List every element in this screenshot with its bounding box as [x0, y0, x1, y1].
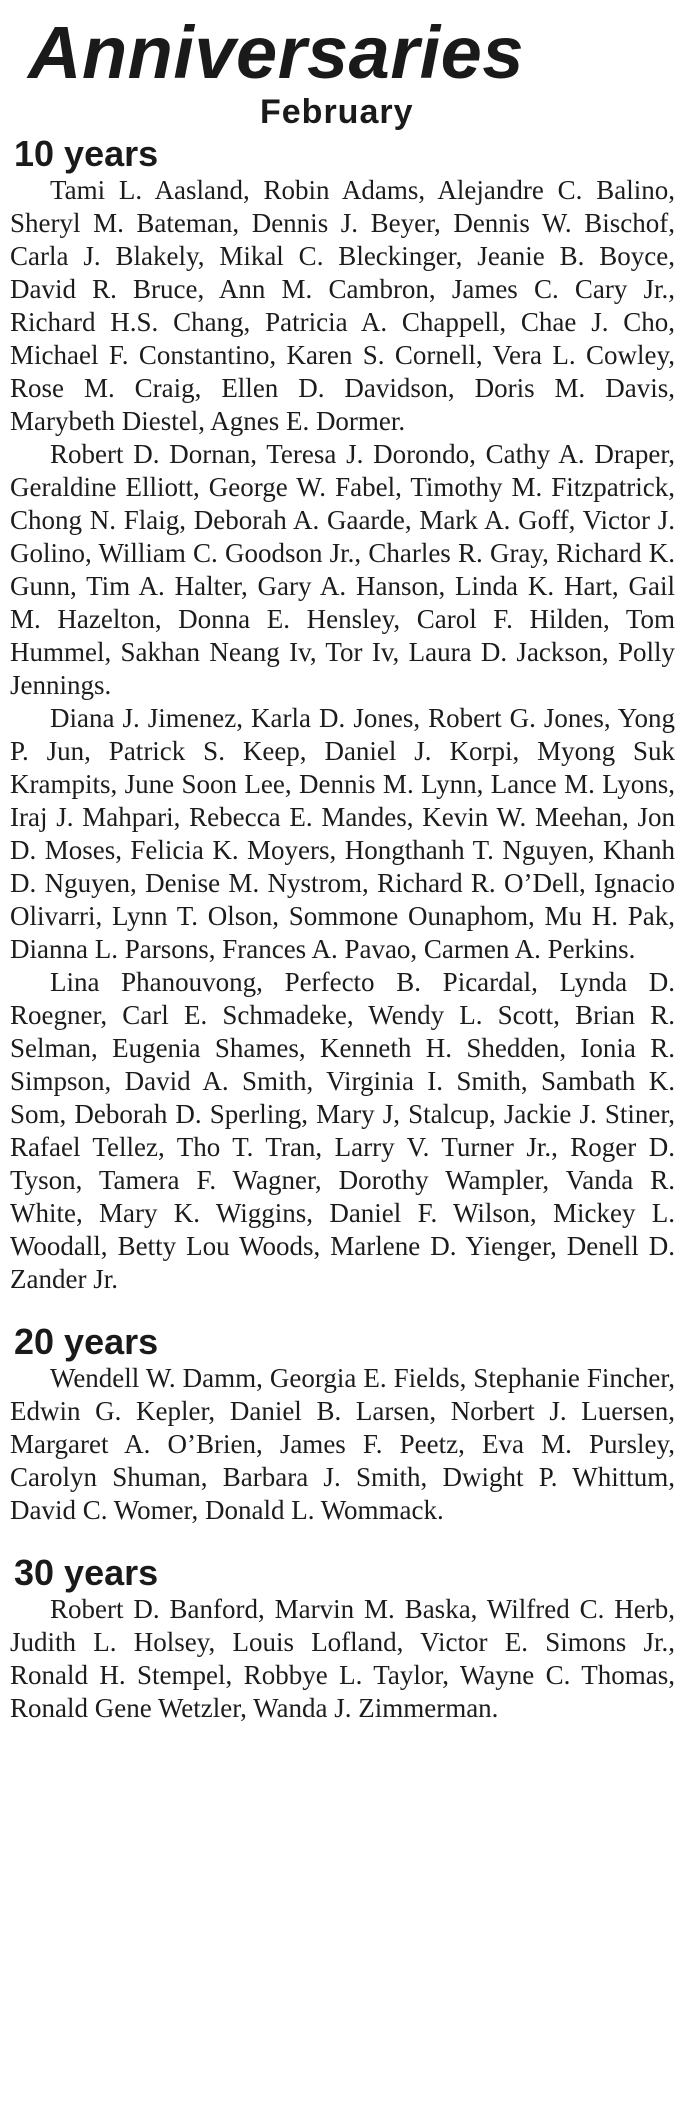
- page-title: Anniversaries: [28, 11, 524, 94]
- names-paragraph: Tami L. Aasland, Robin Adams, Alejandre C. Balino, Sheryl M. Bateman, Dennis J. Beyer, Dennis W. Bischof, Carla J. Blakely, Mikal C. Bleckinger, Jeanie B. Boyce, David R. Bruce, Ann M. Cambron, James C. Cary Jr., Richard H.S. Chang, Patricia A. Chappell, Chae J. Cho, Michael F. Constantino, Karen S. Cornell, Vera L. Cowley, Rose M. Craig, Ellen D. Davidson, Doris M. Davis, Marybeth Diestel, Agnes E. Dormer.: [10, 175, 675, 436]
- section-heading: 20 years: [14, 1321, 159, 1362]
- section-20-years: [10, 1322, 700, 1527]
- names-paragraph: Robert D. Dornan, Teresa J. Dorondo, Cathy A. Draper, Geraldine Elliott, George W. Fabel, Timothy M. Fitzpatrick, Chong N. Flaig, Deborah A. Gaarde, Mark A. Goff, Victor J. Golino, William C. Goodson Jr., Charles R. Gray, Richard K. Gunn, Tim A. Halter, Gary A. Hanson, Linda K. Hart, Gail M. Hazelton, Donna E. Hensley, Carol F. Hilden, Tom Hummel, Sakhan Neang Iv, Tor Iv, Laura D. Jackson, Polly Jennings.: [10, 439, 675, 700]
- names-paragraph: Robert D. Banford, Marvin M. Baska, Wilfred C. Herb, Judith L. Holsey, Louis Lofland, Victor E. Simons Jr., Ronald H. Stempel, Robbye L. Taylor, Wayne C. Thomas, Ronald Gene Wetzler, Wanda J. Zimmerman.: [10, 1594, 675, 1723]
- section-heading: 30 years: [14, 1552, 159, 1593]
- month-subtitle: February: [260, 93, 414, 131]
- section-10-years: [10, 134, 700, 1296]
- names-paragraph: Wendell W. Damm, Georgia E. Fields, Stephanie Fincher, Edwin G. Kepler, Daniel B. Larsen, Norbert J. Luersen, Margaret A. O’Brien, James F. Peetz, Eva M. Pursley, Carolyn Shuman, Barbara J. Smith, Dwight P. Whittum, David C. Womer, Donald L. Wommack.: [10, 1363, 675, 1525]
- section-heading: 10 years: [14, 133, 159, 174]
- names-paragraph: Diana J. Jimenez, Karla D. Jones, Robert G. Jones, Yong P. Jun, Patrick S. Keep, Daniel J. Korpi, Myong Suk Krampits, June Soon Lee, Dennis M. Lynn, Lance M. Lyons, Iraj J. Mahpari, Rebecca E. Mandes, Kevin W. Meehan, Jon D. Moses, Felicia K. Moyers, Hongthanh T. Nguyen, Khanh D. Nguyen, Denise M. Nystrom, Richard R. O’Dell, Ignacio Olivarri, Lynn T. Olson, Sommone Ounaphom, Mu H. Pak, Dianna L. Parsons, Frances A. Pavao, Carmen A. Perkins.: [10, 703, 675, 964]
- names-paragraph: Lina Phanouvong, Perfecto B. Picardal, Lynda D. Roegner, Carl E. Schmadeke, Wendy L. Scott, Brian R. Selman, Eugenia Shames, Kenneth H. Shedden, Ionia R. Simpson, David A. Smith, Virginia I. Smith, Sambath K. Som, Deborah D. Sperling, Mary J, Stalcup, Jackie J. Stiner, Rafael Tellez, Tho T. Tran, Larry V. Turner Jr., Roger D. Tyson, Tamera F. Wagner, Dorothy Wampler, Vanda R. White, Mary K. Wiggins, Daniel F. Wilson, Mickey L. Woodall, Betty Lou Woods, Marlene D. Yienger, Denell D. Zander Jr.: [10, 967, 675, 1294]
- section-30-years: [10, 1553, 700, 1725]
